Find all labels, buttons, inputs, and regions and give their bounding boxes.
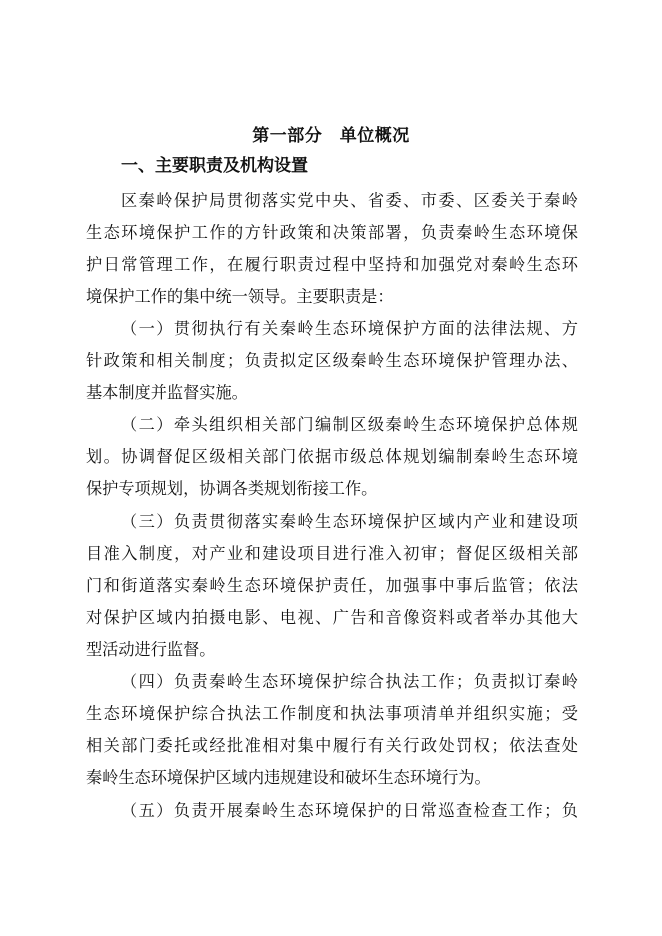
paragraph-line: 保护专项规划，协调各类规划衔接工作。 — [86, 479, 378, 498]
paragraph-line: 目准入制度，对产业和建设项目进行准入初审；督促区级相关部 — [86, 544, 578, 563]
paragraph-line: 生态环境保护综合执法工作制度和执法事项清单并组织实施；受 — [86, 704, 578, 723]
paragraph-line: 对保护区域内拍摄电影、电视、广告和音像资料或者举办其他大 — [86, 608, 578, 627]
paragraph-line: 境保护工作的集中统一领导。主要职责是： — [86, 287, 394, 306]
paragraph-line: 护日常管理工作，在履行职责过程中坚持和加强党对秦岭生态环 — [86, 255, 578, 274]
paragraph-line: 区秦岭保护局贯彻落实党中央、省委、市委、区委关于秦岭 — [121, 191, 578, 210]
paragraph-line: 生态环境保护工作的方针政策和决策部署，负责秦岭生态环境保 — [86, 223, 578, 242]
page-title: 第一部分 单位概况 — [252, 126, 410, 146]
paragraph-line: （一）贯彻执行有关秦岭生态环境保护方面的法律法规、方 — [121, 319, 578, 338]
paragraph-line: 门和街道落实秦岭生态环境保护责任，加强事中事后监管；依法 — [86, 576, 578, 595]
paragraph-line: 基本制度并监督实施。 — [86, 383, 248, 402]
paragraph-line: 针政策和相关制度；负责拟定区级秦岭生态环境保护管理办法、 — [86, 351, 578, 370]
paragraph-line: （三）负责贯彻落实秦岭生态环境保护区域内产业和建设项 — [121, 512, 578, 531]
paragraph-line: （四）负责秦岭生态环境保护综合执法工作；负责拟订秦岭 — [121, 672, 578, 691]
paragraph-line: 相关部门委托或经批准相对集中履行有关行政处罚权；依法查处 — [86, 736, 578, 755]
paragraph-line: 划。协调督促区级相关部门依据市级总体规划编制秦岭生态环境 — [86, 447, 578, 466]
paragraph-line: 秦岭生态环境保护区域内违规建设和破坏生态环境行为。 — [86, 768, 491, 787]
paragraph-line: （五）负责开展秦岭生态环境保护的日常巡查检查工作；负 — [121, 801, 578, 820]
paragraph-line: （二）牵头组织相关部门编制区级秦岭生态环境保护总体规 — [121, 415, 578, 434]
section-heading: 一、主要职责及机构设置 — [121, 156, 308, 176]
paragraph-line: 型活动进行监督。 — [86, 640, 216, 659]
